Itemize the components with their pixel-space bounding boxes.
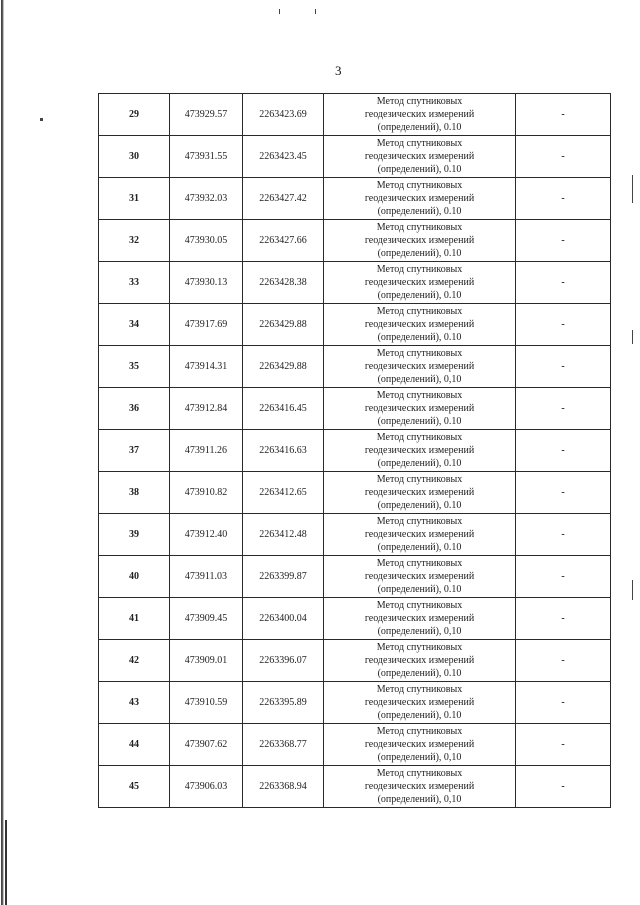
table-row [99,388,611,430]
x-coordinate-cell: 473930.13 [170,262,243,304]
x-coordinate-cell: 473910.59 [170,682,243,724]
scan-left-edge [1,0,4,905]
point-number-cell: 38 [99,472,170,514]
point-number-cell: 29 [99,94,170,136]
method-text-line: (определений), 0,10 [377,794,462,805]
method-text-line: геодезических измерений [364,151,475,162]
x-coordinate-cell: 473909.01 [170,640,243,682]
x-coordinate-cell: 473912.84 [170,388,243,430]
method-cell [324,136,516,178]
x-coordinate-cell: 473906.03 [170,766,243,808]
method-text-line: геодезических измерений [364,235,475,246]
method-text-line: (определений), 0.10 [377,332,462,343]
method-cell [324,682,516,724]
scan-speck [315,9,316,14]
y-coordinate-cell: 2263427.42 [243,178,324,220]
point-number-cell: 31 [99,178,170,220]
method-text-line: геодезических измерений [364,529,475,540]
page-number: 3 [335,63,342,78]
method-cell [324,724,516,766]
point-number-cell: 45 [99,766,170,808]
x-coordinate-cell: 473931.55 [170,136,243,178]
y-coordinate-cell: 2263427.66 [243,220,324,262]
y-coordinate-cell: 2263400.04 [243,598,324,640]
y-coordinate-cell: 2263416.45 [243,388,324,430]
method-text-line: (определений), 0.10 [377,500,462,511]
method-cell [324,640,516,682]
table-row [99,640,611,682]
point-number-cell: 35 [99,346,170,388]
x-coordinate-cell: 473930.05 [170,220,243,262]
extra-info-cell: - [516,178,611,220]
x-coordinate-cell: 473909.45 [170,598,243,640]
method-text-line: Метод спутниковых [376,600,463,611]
method-text-line: (определений), 0.10 [377,164,462,175]
method-text-line: геодезических измерений [364,277,475,288]
method-cell [324,430,516,472]
table-row [99,346,611,388]
extra-info-cell: - [516,598,611,640]
method-text-line: Метод спутниковых [376,96,463,107]
scan-speck [279,9,280,14]
extra-info-cell: - [516,514,611,556]
method-text-line: Метод спутниковых [376,432,463,443]
table-row [99,472,611,514]
method-text-line: (определений), 0.10 [377,290,462,301]
method-text-line: Метод спутниковых [376,768,463,779]
table-row [99,94,611,136]
method-text-line: геодезических измерений [364,403,475,414]
table-row [99,514,611,556]
method-text-line: Метод спутниковых [376,306,463,317]
extra-info-cell: - [516,94,611,136]
method-text-line: Метод спутниковых [376,474,463,485]
extra-info-cell: - [516,304,611,346]
scan-left-edge-mark [5,820,7,905]
method-text-line: геодезических измерений [364,193,475,204]
point-number-cell: 44 [99,724,170,766]
point-number-cell: 40 [99,556,170,598]
extra-info-cell: - [516,556,611,598]
method-text-line: (определений), 0.10 [377,416,462,427]
method-cell [324,598,516,640]
table-row [99,556,611,598]
point-number-cell: 34 [99,304,170,346]
x-coordinate-cell: 473917.69 [170,304,243,346]
table-row [99,724,611,766]
method-cell [324,94,516,136]
y-coordinate-cell: 2263368.77 [243,724,324,766]
method-text-line: (определений), 0.10 [377,668,462,679]
table-row [99,598,611,640]
method-text-line: геодезических измерений [364,739,475,750]
point-number-cell: 42 [99,640,170,682]
method-text-line: (определений), 0,10 [377,752,462,763]
method-text-line: геодезических измерений [364,487,475,498]
table-row [99,136,611,178]
method-cell [324,766,516,808]
method-text-line: геодезических измерений [364,697,475,708]
extra-info-cell: - [516,388,611,430]
scan-speck [632,175,633,203]
method-text-line: (определений), 0,10 [377,626,462,637]
method-text-line: Метод спутниковых [376,390,463,401]
y-coordinate-cell: 2263412.48 [243,514,324,556]
scan-speck [632,330,633,344]
method-text-line: Метод спутниковых [376,726,463,737]
method-text-line: Метод спутниковых [376,264,463,275]
table-row [99,766,611,808]
extra-info-cell: - [516,346,611,388]
extra-info-cell: - [516,136,611,178]
extra-info-cell: - [516,766,611,808]
y-coordinate-cell: 2263428.38 [243,262,324,304]
point-number-cell: 32 [99,220,170,262]
scan-speck [632,580,633,600]
method-cell [324,220,516,262]
method-cell [324,556,516,598]
method-text-line: (определений), 0,10 [377,374,462,385]
method-text-line: (определений), 0.10 [377,710,462,721]
method-text-line: Метод спутниковых [376,516,463,527]
method-cell [324,388,516,430]
scan-speck [40,118,43,121]
y-coordinate-cell: 2263423.45 [243,136,324,178]
y-coordinate-cell: 2263423.69 [243,94,324,136]
method-text-line: Метод спутниковых [376,138,463,149]
x-coordinate-cell: 473911.03 [170,556,243,598]
y-coordinate-cell: 2263396.07 [243,640,324,682]
x-coordinate-cell: 473911.26 [170,430,243,472]
method-text-line: Метод спутниковых [376,684,463,695]
point-number-cell: 37 [99,430,170,472]
method-text-line: Метод спутниковых [376,642,463,653]
method-text-line: геодезических измерений [364,613,475,624]
point-number-cell: 43 [99,682,170,724]
extra-info-cell: - [516,262,611,304]
method-text-line: (определений), 0.10 [377,206,462,217]
method-cell [324,472,516,514]
extra-info-cell: - [516,220,611,262]
method-text-line: геодезических измерений [364,655,475,666]
table-row [99,220,611,262]
method-text-line: геодезических измерений [364,109,475,120]
x-coordinate-cell: 473932.03 [170,178,243,220]
point-number-cell: 33 [99,262,170,304]
method-text-line: (определений), 0.10 [377,458,462,469]
y-coordinate-cell: 2263395.89 [243,682,324,724]
method-text-line: Метод спутниковых [376,348,463,359]
coordinates-table-body [99,94,611,808]
method-cell [324,178,516,220]
point-number-cell: 39 [99,514,170,556]
table-row [99,262,611,304]
x-coordinate-cell: 473907.62 [170,724,243,766]
point-number-cell: 41 [99,598,170,640]
method-cell [324,346,516,388]
y-coordinate-cell: 2263368.94 [243,766,324,808]
y-coordinate-cell: 2263429.88 [243,304,324,346]
extra-info-cell: - [516,640,611,682]
method-text-line: Метод спутниковых [376,558,463,569]
y-coordinate-cell: 2263399.87 [243,556,324,598]
method-text-line: геодезических измерений [364,571,475,582]
method-cell [324,514,516,556]
method-cell [324,304,516,346]
x-coordinate-cell: 473929.57 [170,94,243,136]
table-row [99,430,611,472]
coordinates-table [98,93,611,808]
method-text-line: (определений), 0.10 [377,122,462,133]
table-row [99,178,611,220]
point-number-cell: 36 [99,388,170,430]
method-text-line: геодезических измерений [364,781,475,792]
method-text-line: (определений), 0.10 [377,542,462,553]
extra-info-cell: - [516,724,611,766]
x-coordinate-cell: 473912.40 [170,514,243,556]
table-row [99,682,611,724]
method-cell [324,262,516,304]
y-coordinate-cell: 2263416.63 [243,430,324,472]
extra-info-cell: - [516,472,611,514]
method-text-line: геодезических измерений [364,319,475,330]
method-text-line: Метод спутниковых [376,222,463,233]
method-text-line: геодезических измерений [364,445,475,456]
y-coordinate-cell: 2263429.88 [243,346,324,388]
method-text-line: (определений), 0.10 [377,584,462,595]
x-coordinate-cell: 473910.82 [170,472,243,514]
method-text-line: Метод спутниковых [376,180,463,191]
extra-info-cell: - [516,682,611,724]
table-row [99,304,611,346]
extra-info-cell: - [516,430,611,472]
x-coordinate-cell: 473914.31 [170,346,243,388]
method-text-line: (определений), 0.10 [377,248,462,259]
method-text-line: геодезических измерений [364,361,475,372]
point-number-cell: 30 [99,136,170,178]
y-coordinate-cell: 2263412.65 [243,472,324,514]
